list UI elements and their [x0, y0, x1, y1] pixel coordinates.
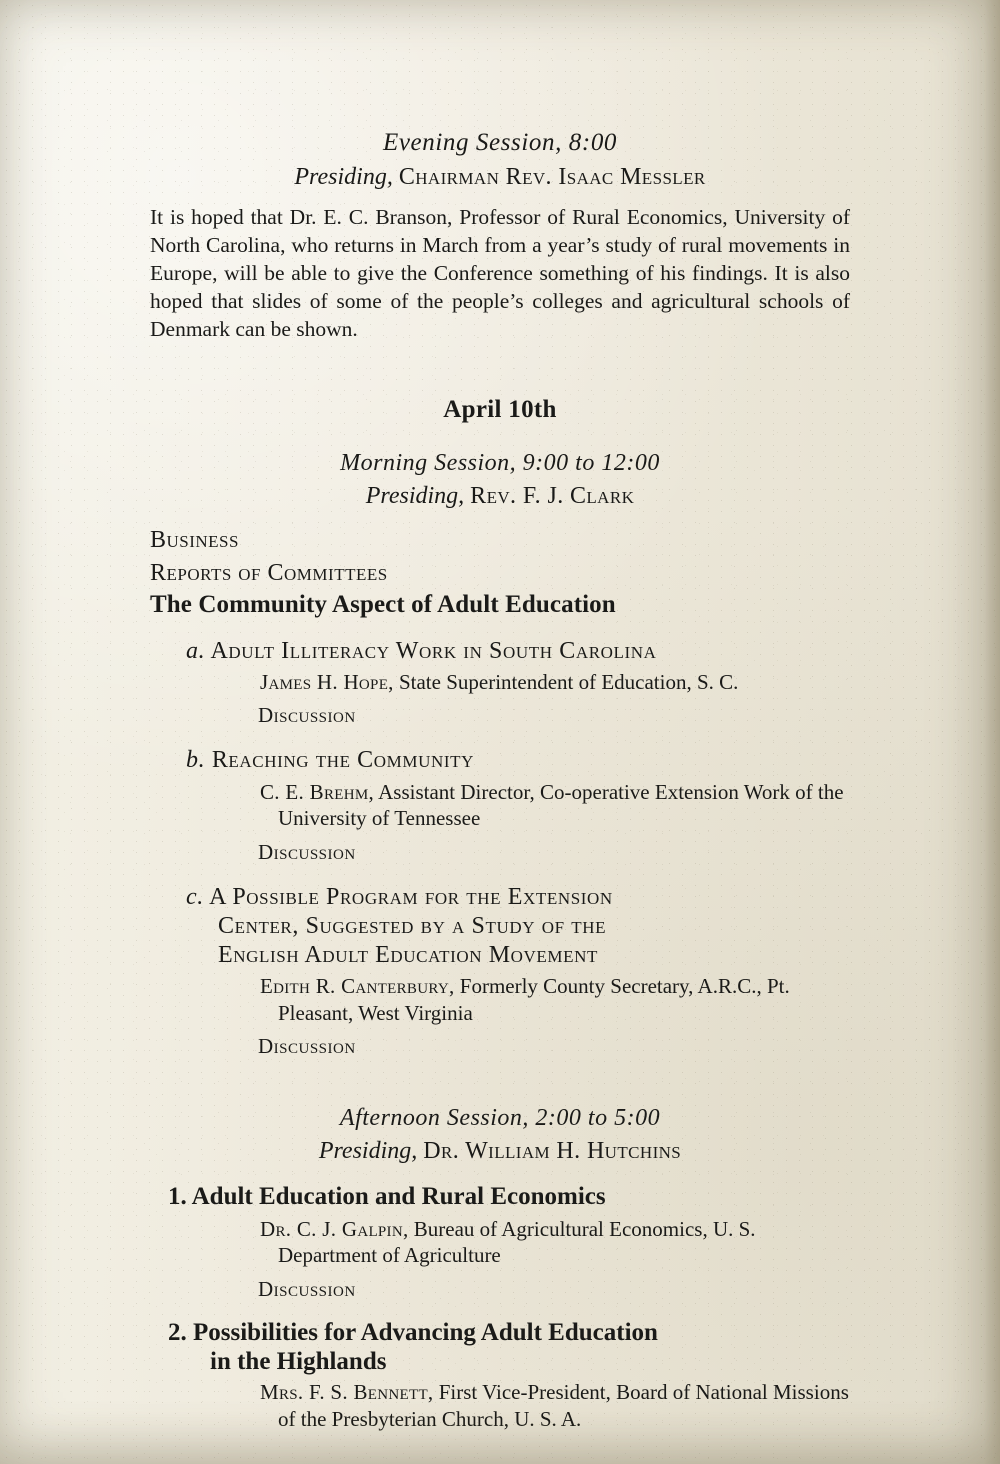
afternoon-item-2-speaker	[150, 1379, 850, 1432]
morning-item-b-title	[150, 746, 850, 775]
afternoon-item-1	[150, 1182, 850, 1301]
afternoon-item-2-title-line2: in the Highlands	[210, 1348, 387, 1376]
evening-presiding	[150, 162, 850, 192]
morning-item-c-speaker-name: Edith R. Canterbury,	[260, 974, 455, 999]
morning-section-title: The Community Aspect of Adult Education	[150, 590, 616, 618]
afternoon-item-2-speaker-role: First Vice-President, Board of National Missions of the Presbyterian Church, U. S. A.	[278, 1380, 849, 1431]
morning-item-a-speaker-role: State Superintendent of Education, S. C.	[398, 669, 739, 694]
morning-item-c	[150, 883, 850, 1060]
morning-item-c-speaker-role: Formerly County Secretary, A.R.C., Pt. Pleasant, West Virginia	[278, 974, 790, 1025]
morning-item-a-title-text: Adult Illiteracy Work in South Carolina	[210, 637, 657, 664]
afternoon-item-1-title-text: Adult Education and Rural Economics	[191, 1183, 606, 1211]
afternoon-item-2-speaker-name: Mrs. F. S. Bennett,	[260, 1380, 434, 1405]
afternoon-item-1-number: 1.	[168, 1183, 187, 1211]
morning-item-b-speaker-role: Assistant Director, Co-operative Extension Work of the University of Tennessee	[278, 779, 844, 831]
page-content	[150, 128, 850, 1432]
afternoon-item-1-speaker-role: Bureau of Agricultural Economics, U. S. Department of Agriculture	[278, 1216, 756, 1268]
afternoon-presiding-label: Presiding,	[318, 1138, 418, 1165]
morning-item-c-title-line2: Center, Suggested by a Study of the	[218, 912, 607, 939]
morning-item-b-title-text: Reaching the Community	[211, 747, 474, 774]
morning-item-c-speaker	[150, 973, 850, 1026]
morning-item-b-letter: b.	[186, 747, 206, 774]
morning-item-b-speaker-name: C. E. Brehm,	[260, 779, 375, 804]
morning-item-a-discussion: Discussion	[258, 703, 356, 728]
afternoon-session-title: Afternoon Session, 2:00 to 5:00	[339, 1105, 661, 1132]
afternoon-item-1-title	[150, 1182, 850, 1213]
afternoon-item-1-speaker-name: Dr. C. J. Galpin,	[260, 1216, 409, 1241]
afternoon-item-2	[150, 1318, 850, 1432]
afternoon-item-2-title	[150, 1318, 850, 1349]
morning-item-a-letter: a.	[186, 637, 206, 664]
morning-item-b-speaker	[150, 779, 850, 832]
morning-item-a	[150, 637, 850, 729]
agenda-reports-of-committees: Reports of Committees	[150, 559, 388, 586]
morning-item-c-title-line3: English Adult Education Movement	[218, 942, 598, 969]
morning-item-c-title-text-1: A Possible Program for the Extension	[209, 883, 613, 910]
afternoon-item-2-title-text-1: Possibilities for Advancing Adult Education	[193, 1318, 658, 1346]
agenda-business: Business	[150, 526, 239, 553]
morning-item-b-discussion: Discussion	[258, 839, 356, 864]
afternoon-item-1-speaker	[150, 1216, 850, 1269]
morning-item-c-letter: c.	[186, 883, 204, 910]
morning-item-a-speaker	[150, 669, 850, 695]
date-heading: April 10th	[443, 395, 557, 423]
evening-presiding-name: Chairman Rev. Isaac Messler	[398, 164, 706, 190]
morning-session-title: Morning Session, 9:00 to 12:00	[340, 449, 660, 476]
morning-item-c-title-line1	[150, 883, 850, 912]
morning-presiding-label: Presiding,	[365, 482, 465, 509]
morning-item-c-discussion: Discussion	[258, 1034, 356, 1059]
morning-item-a-title	[150, 637, 850, 666]
page-edge-shadow	[984, 0, 1000, 1464]
evening-session-title: Evening Session, 8:00	[382, 129, 618, 156]
morning-item-a-speaker-name: James H. Hope,	[260, 669, 394, 694]
afternoon-presiding-name: Dr. William H. Hutchins	[423, 1138, 682, 1165]
evening-paragraph: It is hoped that Dr. E. C. Branson, Professor of Rural Economics, University of North Carolina, who returns in March from a year’s study of rural movements in Europe, will be able to give the Conference something of his findings. It is also hoped that slides of some of the people’s colleges and agricultural schools of Denmark can be shown.	[150, 205, 850, 341]
afternoon-item-2-number: 2.	[168, 1318, 187, 1346]
morning-presiding	[150, 481, 850, 511]
evening-presiding-label: Presiding,	[294, 164, 393, 190]
afternoon-presiding	[150, 1136, 850, 1166]
morning-item-b	[150, 746, 850, 864]
section-spacer	[150, 1059, 850, 1099]
morning-presiding-name: Rev. F. J. Clark	[470, 482, 635, 509]
afternoon-item-1-discussion: Discussion	[258, 1276, 356, 1301]
